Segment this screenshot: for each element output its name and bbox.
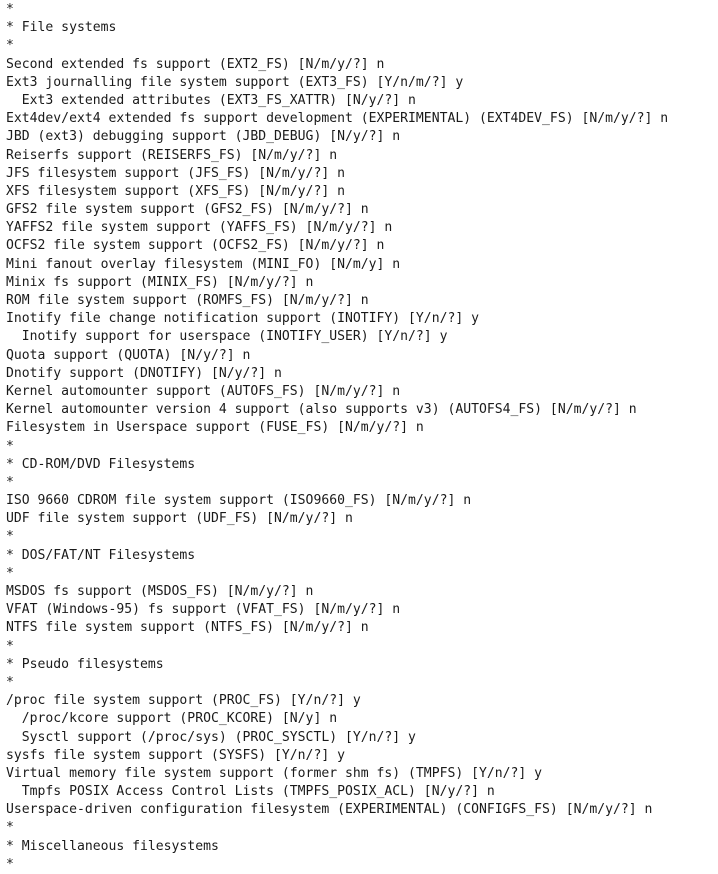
terminal-line: * Pseudo filesystems bbox=[6, 656, 164, 672]
terminal-line: * bbox=[6, 565, 14, 581]
terminal-line: Minix fs support (MINIX_FS) [N/m/y/?] n bbox=[6, 274, 314, 290]
terminal-line: NTFS file system support (NTFS_FS) [N/m/y/?] n bbox=[6, 620, 369, 636]
terminal-line: UDF file system support (UDF_FS) [N/m/y/?] n bbox=[6, 511, 353, 527]
terminal-line: sysfs file system support (SYSFS) [Y/n/?] y bbox=[6, 747, 345, 763]
terminal-line: Kernel automounter support (AUTOFS_FS) [N/m/y/?] n bbox=[6, 383, 401, 399]
terminal-line: * bbox=[6, 674, 14, 690]
terminal-line: * bbox=[6, 820, 14, 836]
terminal-line: /proc/kcore support (PROC_KCORE) [N/y] n bbox=[6, 711, 338, 727]
terminal-line: Inotify file change notification support (INOTIFY) [Y/n/?] y bbox=[6, 311, 479, 327]
terminal-line: Reiserfs support (REISERFS_FS) [N/m/y/?] n bbox=[6, 147, 338, 163]
terminal-line: Dnotify support (DNOTIFY) [N/y/?] n bbox=[6, 365, 282, 381]
terminal-line: JBD (ext3) debugging support (JBD_DEBUG) [N/y/?] n bbox=[6, 129, 401, 145]
terminal-line: * bbox=[6, 38, 14, 54]
terminal-line: * bbox=[6, 638, 14, 654]
terminal-line: Ext3 extended attributes (EXT3_FS_XATTR) [N/y/?] n bbox=[6, 92, 416, 108]
terminal-line: Inotify support for userspace (INOTIFY_USER) [Y/n/?] y bbox=[6, 329, 448, 345]
terminal-line: Virtual memory file system support (former shm fs) (TMPFS) [Y/n/?] y bbox=[6, 765, 543, 781]
terminal-line: * DOS/FAT/NT Filesystems bbox=[6, 547, 196, 563]
terminal-line: * bbox=[6, 474, 14, 490]
terminal-line: * bbox=[6, 2, 14, 17]
terminal-line: Mini fanout overlay filesystem (MINI_FO) [N/m/y] n bbox=[6, 256, 401, 272]
terminal-line: YAFFS2 file system support (YAFFS_FS) [N/m/y/?] n bbox=[6, 220, 393, 236]
terminal-line: JFS filesystem support (JFS_FS) [N/m/y/?] n bbox=[6, 165, 345, 181]
terminal-line: Quota support (QUOTA) [N/y/?] n bbox=[6, 347, 251, 363]
terminal-line: /proc file system support (PROC_FS) [Y/n/?] y bbox=[6, 693, 361, 709]
terminal-line: Kernel automounter version 4 support (also supports v3) (AUTOFS4_FS) [N/m/y/?] n bbox=[6, 402, 637, 418]
terminal-line: Ext4dev/ext4 extended fs support development (EXPERIMENTAL) (EXT4DEV_FS) [N/m/y/?] n bbox=[6, 111, 669, 127]
terminal-line: * bbox=[6, 529, 14, 545]
terminal-line: MSDOS fs support (MSDOS_FS) [N/m/y/?] n bbox=[6, 584, 314, 599]
terminal-line: * CD-ROM/DVD Filesystems bbox=[6, 456, 196, 472]
terminal-line: GFS2 file system support (GFS2_FS) [N/m/y/?] n bbox=[6, 202, 369, 218]
terminal-line: Ext3 journalling file system support (EXT3_FS) [Y/n/m/?] y bbox=[6, 74, 464, 90]
terminal-line: Sysctl support (/proc/sys) (PROC_SYSCTL) [Y/n/?] y bbox=[6, 729, 416, 745]
terminal-line: ROM file system support (ROMFS_FS) [N/m/y/?] n bbox=[6, 293, 369, 308]
terminal-line: OCFS2 file system support (OCFS2_FS) [N/m/y/?] n bbox=[6, 238, 385, 254]
terminal-line: ISO 9660 CDROM file system support (ISO9660_FS) [N/m/y/?] n bbox=[6, 493, 472, 509]
terminal-line: VFAT (Windows-95) fs support (VFAT_FS) [N/m/y/?] n bbox=[6, 602, 401, 618]
terminal-line: XFS filesystem support (XFS_FS) [N/m/y/?] n bbox=[6, 183, 345, 199]
terminal-line: * bbox=[6, 438, 14, 454]
terminal-line: Second extended fs support (EXT2_FS) [N/m/y/?] n bbox=[6, 56, 385, 72]
terminal-line: Tmpfs POSIX Access Control Lists (TMPFS_POSIX_ACL) [N/y/?] n bbox=[6, 784, 495, 800]
terminal-line: Filesystem in Userspace support (FUSE_FS) [N/m/y/?] n bbox=[6, 420, 424, 436]
terminal-line: Userspace-driven configuration filesystem (EXPERIMENTAL) (CONFIGFS_FS) [N/m/y/?] n bbox=[6, 802, 653, 818]
terminal-line: * Miscellaneous filesystems bbox=[6, 838, 219, 854]
terminal-line: * File systems bbox=[6, 20, 117, 36]
terminal-line: * bbox=[6, 856, 14, 872]
